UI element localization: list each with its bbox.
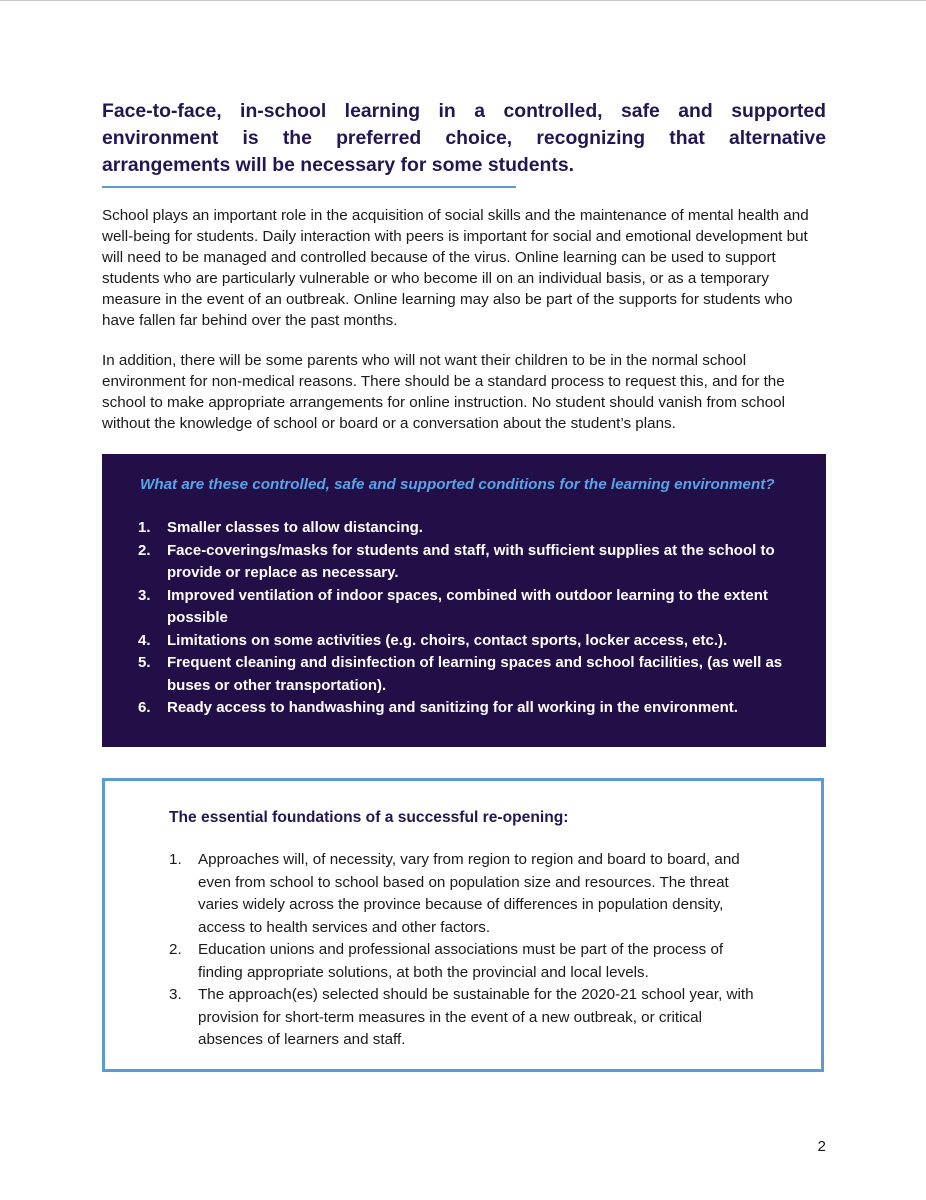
- list-item-text: The approach(es) selected should be sustainable for the 2020-21 school year, with provision for short-term measures in the event of a new outbreak, or critical absences of learners and staff.: [198, 986, 754, 1048]
- list-number: 3.: [138, 586, 151, 604]
- list-item-text: Frequent cleaning and disinfection of learning spaces and school facilities, (as well as buses or other transportation).: [167, 654, 783, 694]
- foundations-list-item: [169, 939, 769, 984]
- conditions-list-item: [138, 697, 788, 720]
- list-item-text: Education unions and professional associations must be part of the process of finding appropriate solutions, at both the provincial and local levels.: [198, 941, 724, 981]
- conditions-callout: [102, 454, 826, 747]
- list-number: 3.: [169, 986, 182, 1003]
- conditions-list-item: [138, 540, 788, 585]
- list-number: 5.: [138, 654, 151, 671]
- paragraph-social-skills: School plays an important role in the acquisition of social skills and the maintenance of mental health and well-being for students. Daily interaction with peers is important for social and emotional development but will need to be managed and controlled because of the virus. Online learning can be used to support students who are particularly vulnerable or who become ill on an individual basis, or as a temporary measure in the event of an outbreak. Online learning may also be part of the supports for students who have fallen far behind over the past months.: [102, 207, 809, 329]
- list-number: 1.: [138, 519, 151, 536]
- list-item-text: Limitations on some activities (e.g. choirs, contact sports, locker access, etc.).: [167, 631, 728, 649]
- conditions-question: What are these controlled, safe and supported conditions for the learning environment?: [140, 476, 775, 493]
- paragraph-parent-requests: In addition, there will be some parents who will not want their children to be in the normal school environment for non-medical reasons. There should be a standard process to request this, and for the school to make appropriate arrangements for online instruction. No student should vanish from school without the knowledge of school or board or a conversation about the student’s plans.: [102, 352, 785, 432]
- page-number: 2: [817, 1138, 826, 1155]
- list-item-text: Improved ventilation of indoor spaces, combined with outdoor learning to the extent possible: [167, 586, 768, 626]
- conditions-list-item: [138, 517, 788, 540]
- list-item-text: Ready access to handwashing and sanitizing for all working in the environment.: [167, 699, 738, 716]
- conditions-list-item: [138, 652, 788, 697]
- list-number: 2.: [138, 541, 151, 559]
- conditions-list-item: [138, 585, 788, 630]
- heading-underline: [102, 186, 516, 188]
- conditions-list-item: [138, 630, 788, 653]
- foundations-list-item: [169, 849, 769, 939]
- list-item-text: Smaller classes to allow distancing.: [167, 519, 423, 536]
- page-top-border: [0, 0, 926, 1]
- foundations-title: The essential foundations of a successful re-opening:: [169, 809, 569, 826]
- list-number: 6.: [138, 699, 151, 716]
- list-item-text: Approaches will, of necessity, vary from region to region and board to board, and even from school to school based on population size and resources. The threat varies widely across the province because of differences in population density, access to health services and other factors.: [198, 851, 740, 936]
- list-number: 1.: [169, 851, 182, 868]
- foundations-callout: [102, 778, 824, 1072]
- section-heading: Face-to-face, in-school learning in a controlled, safe and supported environment is the preferred choice, recognizing that alternative arrangements will be necessary for some students.: [102, 100, 826, 176]
- conditions-list: [138, 517, 788, 720]
- list-item-text: Face-coverings/masks for students and staff, with sufficient supplies at the school to provide or replace as necessary.: [167, 541, 775, 581]
- list-number: 2.: [169, 941, 182, 958]
- list-number: 4.: [138, 631, 151, 649]
- foundations-list: [169, 849, 769, 1052]
- foundations-list-item: [169, 984, 769, 1052]
